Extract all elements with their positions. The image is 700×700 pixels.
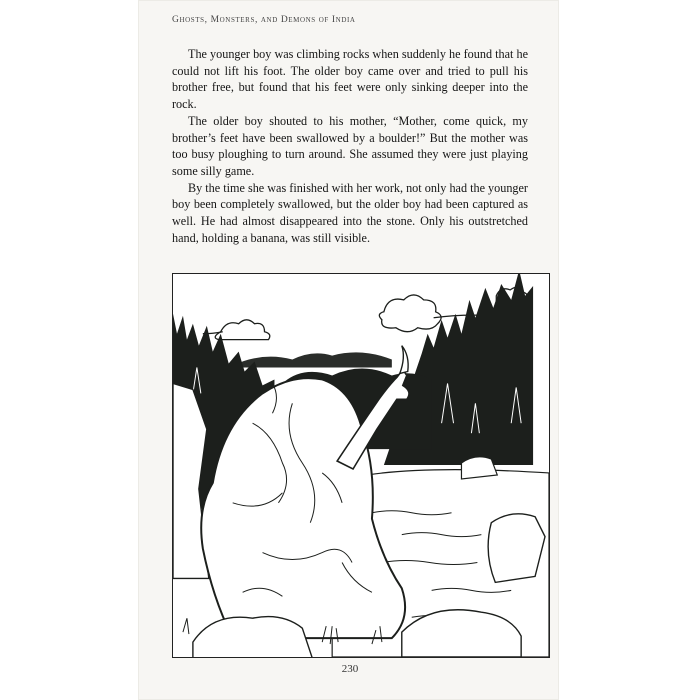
small-rock [461,457,497,479]
illustration-drawing [173,274,549,657]
running-head: Ghosts, Monsters, and Demons of India [172,15,356,25]
illustration-boulder-hand [172,273,550,658]
page-number: 230 [341,663,359,675]
paragraph-2: The older boy shouted to his mother, “Mother, come quick, my brother’s feet have been swallowed by a boulder!” But the mother was too busy ploughing to turn around. She assumed they were just playing some silly game. [172,113,528,178]
right-rock [488,514,545,583]
paragraph-3: By the time she was finished with her work, not only had the younger boy been completely swallowed, but the older boy had been captured as well. He had almost disappeared into the stone. Only his outstretched hand, holding a banana, was still visible. [172,180,528,245]
body-text [172,46,528,246]
paragraph-1: The younger boy was climbing rocks when suddenly he found that he could not lift his foot. The older boy came over and tried to pull his brother free, but found that his feet were only sinking deeper into the rock. [172,47,528,112]
